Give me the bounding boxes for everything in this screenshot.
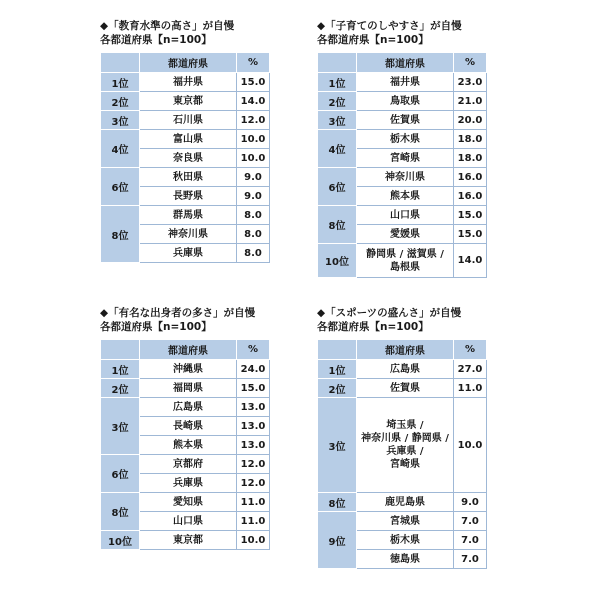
percent-cell: 10.0 <box>454 398 487 493</box>
header-row <box>318 340 487 360</box>
table-row <box>101 398 270 417</box>
percent-cell: 7.0 <box>454 531 487 550</box>
percent-cell: 11.0 <box>454 379 487 398</box>
table-row <box>101 531 270 550</box>
table-row <box>101 379 270 398</box>
percent-cell: 13.0 <box>237 436 270 455</box>
rank-cell: 9位 <box>318 512 357 569</box>
prefecture-cell: 愛知県 <box>140 493 237 512</box>
prefecture-cell: 佐賀県 <box>357 379 454 398</box>
rank-cell: 6位 <box>101 168 140 206</box>
percent-cell: 24.0 <box>237 360 270 379</box>
percent-cell: 8.0 <box>237 225 270 244</box>
table-title: ◆「有名な出身者の多さ」が自慢 <box>100 307 256 319</box>
percent-cell: 12.0 <box>237 474 270 493</box>
percent-cell: 9.0 <box>237 168 270 187</box>
percent-cell: 14.0 <box>454 244 487 278</box>
percent-cell: 18.0 <box>454 130 487 149</box>
prefecture-cell: 神奈川県 <box>357 168 454 187</box>
header-row <box>101 53 270 73</box>
percent-cell: 23.0 <box>454 73 487 92</box>
prefecture-cell: 福井県 <box>357 73 454 92</box>
rank-cell: 1位 <box>318 360 357 379</box>
header-row <box>101 340 270 360</box>
rank-cell: 1位 <box>101 360 140 379</box>
rank-cell: 3位 <box>101 111 140 130</box>
rank-cell: 6位 <box>318 168 357 206</box>
rank-cell: 2位 <box>101 379 140 398</box>
table-title: ◆「子育てのしやすさ」が自慢 <box>317 20 462 32</box>
prefecture-cell: 長崎県 <box>140 417 237 436</box>
ranking-panel-education <box>100 19 270 263</box>
header-prefecture: 都道府県 <box>357 53 454 73</box>
prefecture-cell: 神奈川県 <box>140 225 237 244</box>
rank-cell: 8位 <box>318 206 357 244</box>
rank-cell: 10位 <box>101 531 140 550</box>
percent-cell: 7.0 <box>454 550 487 569</box>
table-row <box>318 244 487 278</box>
prefecture-cell: 広島県 <box>357 360 454 379</box>
ranking-panel-sports <box>317 306 487 569</box>
table-subtitle: 各都道府県【n=100】 <box>100 34 212 46</box>
percent-cell: 10.0 <box>237 149 270 168</box>
prefecture-cell: 東京都 <box>140 531 237 550</box>
percent-cell: 10.0 <box>237 130 270 149</box>
prefecture-cell: 愛媛県 <box>357 225 454 244</box>
table-row <box>101 168 270 187</box>
percent-cell: 11.0 <box>237 493 270 512</box>
header-percent: % <box>454 53 487 73</box>
table-row <box>318 379 487 398</box>
percent-cell: 9.0 <box>237 187 270 206</box>
table-subtitle: 各都道府県【n=100】 <box>317 321 429 333</box>
table-row <box>318 512 487 531</box>
table-title: ◆「スポーツの盛んさ」が自慢 <box>317 307 462 319</box>
prefecture-cell: 栃木県 <box>357 531 454 550</box>
rank-cell: 2位 <box>318 379 357 398</box>
percent-cell: 12.0 <box>237 455 270 474</box>
percent-cell: 10.0 <box>237 531 270 550</box>
prefecture-cell: 秋田県 <box>140 168 237 187</box>
rank-cell: 8位 <box>101 493 140 531</box>
percent-cell: 8.0 <box>237 244 270 263</box>
table-row <box>318 111 487 130</box>
table-row <box>101 111 270 130</box>
table-row <box>318 73 487 92</box>
prefecture-cell: 東京都 <box>140 92 237 111</box>
header-prefecture: 都道府県 <box>140 340 237 360</box>
table-row <box>101 206 270 225</box>
percent-cell: 13.0 <box>237 398 270 417</box>
percent-cell: 16.0 <box>454 168 487 187</box>
percent-cell: 7.0 <box>454 512 487 531</box>
table-row <box>318 206 487 225</box>
table-subtitle: 各都道府県【n=100】 <box>317 34 429 46</box>
prefecture-cell: 鳥取県 <box>357 92 454 111</box>
rank-cell: 6位 <box>101 455 140 493</box>
header-rank <box>318 53 357 73</box>
table-row <box>101 455 270 474</box>
prefecture-cell: 奈良県 <box>140 149 237 168</box>
prefecture-cell: 鹿児島県 <box>357 493 454 512</box>
header-rank <box>318 340 357 360</box>
header-row <box>318 53 487 73</box>
ranking-table <box>317 339 487 569</box>
table-row <box>101 493 270 512</box>
rank-cell: 8位 <box>101 206 140 263</box>
table-row <box>101 92 270 111</box>
table-subtitle: 各都道府県【n=100】 <box>100 321 212 333</box>
table-row <box>101 130 270 149</box>
prefecture-cell: 山口県 <box>140 512 237 531</box>
prefecture-cell: 佐賀県 <box>357 111 454 130</box>
percent-cell: 20.0 <box>454 111 487 130</box>
prefecture-cell: 兵庫県 <box>140 474 237 493</box>
ranking-table <box>317 52 487 278</box>
header-percent: % <box>454 340 487 360</box>
percent-cell: 27.0 <box>454 360 487 379</box>
percent-cell: 8.0 <box>237 206 270 225</box>
percent-cell: 9.0 <box>454 493 487 512</box>
prefecture-cell: 石川県 <box>140 111 237 130</box>
table-row <box>318 92 487 111</box>
prefecture-cell: 群馬県 <box>140 206 237 225</box>
rank-cell: 4位 <box>101 130 140 168</box>
prefecture-cell: 宮崎県 <box>357 149 454 168</box>
rank-cell: 4位 <box>318 130 357 168</box>
rank-cell: 3位 <box>318 398 357 493</box>
prefecture-cell: 埼玉県 / 神奈川県 / 静岡県 / 兵庫県 / 宮崎県 <box>357 398 454 493</box>
percent-cell: 14.0 <box>237 92 270 111</box>
header-percent: % <box>237 340 270 360</box>
prefecture-cell: 京都府 <box>140 455 237 474</box>
percent-cell: 21.0 <box>454 92 487 111</box>
ranking-panel-famous-people <box>100 306 270 550</box>
header-percent: % <box>237 53 270 73</box>
prefecture-cell: 福岡県 <box>140 379 237 398</box>
prefecture-cell: 栃木県 <box>357 130 454 149</box>
percent-cell: 18.0 <box>454 149 487 168</box>
header-prefecture: 都道府県 <box>357 340 454 360</box>
rank-cell: 3位 <box>101 398 140 455</box>
header-rank <box>101 53 140 73</box>
rank-cell: 1位 <box>318 73 357 92</box>
rank-cell: 8位 <box>318 493 357 512</box>
table-row <box>101 360 270 379</box>
prefecture-cell: 長野県 <box>140 187 237 206</box>
ranking-panel-childcare <box>317 19 487 278</box>
table-row <box>318 130 487 149</box>
percent-cell: 12.0 <box>237 111 270 130</box>
header-prefecture: 都道府県 <box>140 53 237 73</box>
header-rank <box>101 340 140 360</box>
rank-cell: 2位 <box>101 92 140 111</box>
rank-cell: 1位 <box>101 73 140 92</box>
percent-cell: 11.0 <box>237 512 270 531</box>
table-row <box>318 493 487 512</box>
percent-cell: 15.0 <box>237 379 270 398</box>
prefecture-cell: 兵庫県 <box>140 244 237 263</box>
percent-cell: 15.0 <box>237 73 270 92</box>
prefecture-cell: 宮城県 <box>357 512 454 531</box>
prefecture-cell: 静岡県 / 滋賀県 / 島根県 <box>357 244 454 278</box>
ranking-table <box>100 52 270 263</box>
table-row <box>318 398 487 493</box>
percent-cell: 13.0 <box>237 417 270 436</box>
percent-cell: 16.0 <box>454 187 487 206</box>
prefecture-cell: 熊本県 <box>357 187 454 206</box>
percent-cell: 15.0 <box>454 206 487 225</box>
rank-cell: 2位 <box>318 92 357 111</box>
rank-cell: 3位 <box>318 111 357 130</box>
ranking-table <box>100 339 270 550</box>
rank-cell: 10位 <box>318 244 357 278</box>
prefecture-cell: 広島県 <box>140 398 237 417</box>
prefecture-cell: 沖縄県 <box>140 360 237 379</box>
prefecture-cell: 熊本県 <box>140 436 237 455</box>
table-row <box>318 168 487 187</box>
prefecture-cell: 山口県 <box>357 206 454 225</box>
table-row <box>318 360 487 379</box>
prefecture-cell: 徳島県 <box>357 550 454 569</box>
prefecture-cell: 富山県 <box>140 130 237 149</box>
prefecture-cell: 福井県 <box>140 73 237 92</box>
table-title: ◆「教育水準の高さ」が自慢 <box>100 20 235 32</box>
table-row <box>101 73 270 92</box>
percent-cell: 15.0 <box>454 225 487 244</box>
